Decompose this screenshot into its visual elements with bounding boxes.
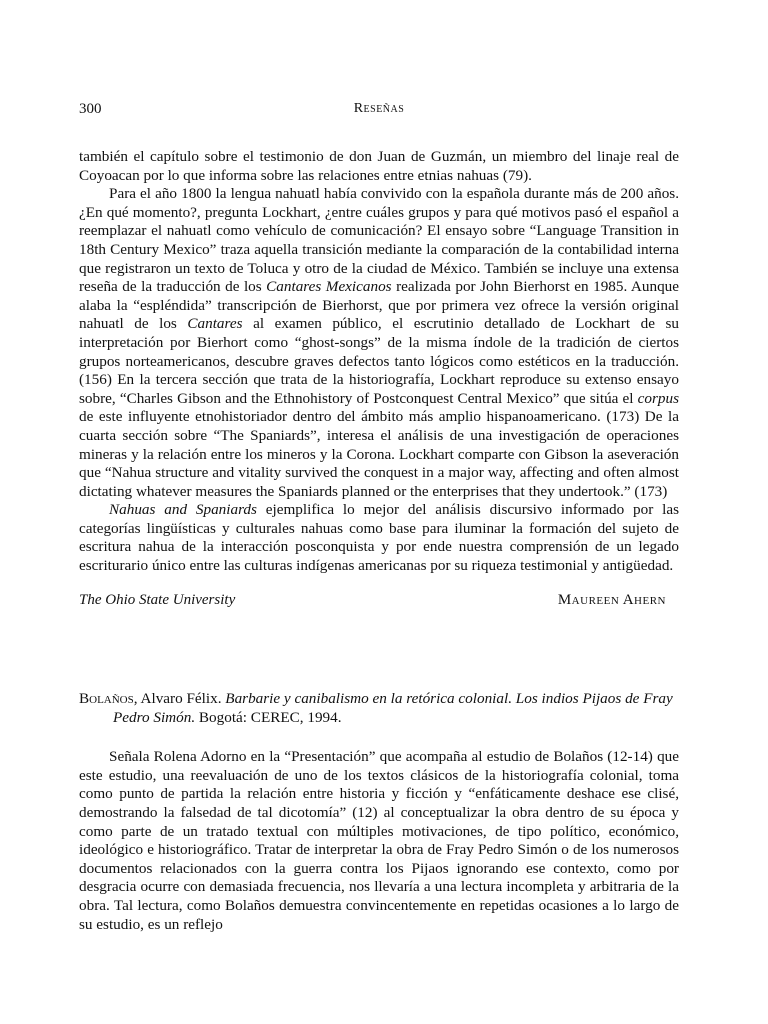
paragraph: Señala Rolena Adorno en la “Presentación” que acompaña al estudio de Bolaños (12-14) que este estudio, una reevaluación de uno de los textos clásicos de la historiografía colonial, toma como punto de partida la relación entre historia y ficción y “enfáticamente deshace ese clisé, demostrando la falsedad de tal dicotomía” (12) al conceptualizar la obra dentro de su época y como parte de un tratado textual con múltiples motivaciones, de tipo político, económico, ideológico e historiográfico. Tratar de interpretar la obra de Fray Pedro Simón o de los numerosos documentos relacionados con la guerra contra los Pijaos ignorando ese contexto, como por desgracia ocurre con demasiada frecuencia, nos llevaría a una lectura incompleta y arbitraria de la obra. Tal lectura, como Bolaños demuestra convincentemente en repetidas ocasiones a lo largo de su estudio, es un reflejo	[79, 748, 679, 933]
page-number: 300	[79, 101, 102, 117]
book-title: Cantares	[187, 315, 243, 333]
signature-block	[79, 592, 679, 612]
review-maureen-ahern	[79, 148, 679, 612]
reviewer-name: Maureen Ahern	[557, 591, 666, 608]
italic-term: corpus	[637, 389, 679, 407]
paragraph: Nahuas and Spaniards ejemplifica lo mejor del análisis discursivo informado por las categorías lingüísticas y culturales nahuas como base para iluminar la formación del sujeto de escritura nahua de la interacción posconquista y por ende nuestra comprensión de un legado escriturario único entre las culturas indígenas americanas por su riqueza testimonial y antigüedad.	[79, 501, 679, 575]
book-title: Barbarie y canibalismo en la retórica colonial. Los indios Pijaos de Fray Pedro Simón.	[113, 690, 673, 726]
page-header	[79, 101, 679, 121]
book-title: Cantares Mexicanos	[266, 278, 392, 296]
running-head: Reseñas	[353, 101, 405, 116]
affiliation: The Ohio State University	[79, 591, 236, 608]
review-bolanos	[79, 690, 679, 934]
bibliographic-citation: Bolaños, Alvaro Félix. Barbarie y canibalismo en la retórica colonial. Los indios Pijaos de Fray Pedro Simón. Bogotá: CEREC, 1994.	[79, 690, 673, 726]
paragraph: también el capítulo sobre el testimonio de don Juan de Guzmán, un miembro del linaje real de Coyoacan por lo que informa sobre las relaciones entre etnias nahuas (79).	[79, 148, 679, 184]
paragraph: Para el año 1800 la lengua nahuatl había convivido con la española durante más de 200 años. ¿En qué momento?, pregunta Lockhart, ¿entre cuáles grupos y para qué motivos pasó el español a reemplazar el nahuatl como vehículo de comunicación? El ensayo sobre “Language Transition in 18th Century Mexico” traza aquella transición mediante la comparación de la contabilidad interna que registraron un texto de Toluca y otro de la ciudad de México. También se incluye una extensa reseña de la traducción de los Cantares Mexicanos realizada por John Bierhorst en 1985. Aunque alaba la “espléndida” transcripción de Bierhorst, que por primera vez ofrece la versión original nahuatl de los Cantares al examen público, el escrutinio detallado de Lockhart de su interpretación por Bierhort como “ghost-songs” de la misma índole de la tradición de ciertos grupos norteamericanos, descubre graves defectos tanto lógicos como estéticos en la traducción. (156) En la tercera sección que trata de la historiografía, Lockhart reproduce su extenso ensayo sobre, “Charles Gibson and the Ethnohistory of Postconquest Central Mexico” que sitúa el corpus de este influyente etnohistoriador dentro del ámbito más amplio hispanoamericano. (173) De la cuarta sección sobre “The Spaniards”, interesa el análisis de una investigación de operaciones mineras y la relación entre los mineros y la Corona. Lockhart comparte con Gibson la aseveración que “Nahua structure and vitality survived the conquest in a major way, affecting and often almost dictating whatever measures the Spaniards planned or the enterprises that they undertook.” (173)	[79, 185, 679, 500]
citation-author: Bolaños	[79, 690, 134, 707]
book-title: Nahuas and Spaniards	[109, 501, 257, 519]
